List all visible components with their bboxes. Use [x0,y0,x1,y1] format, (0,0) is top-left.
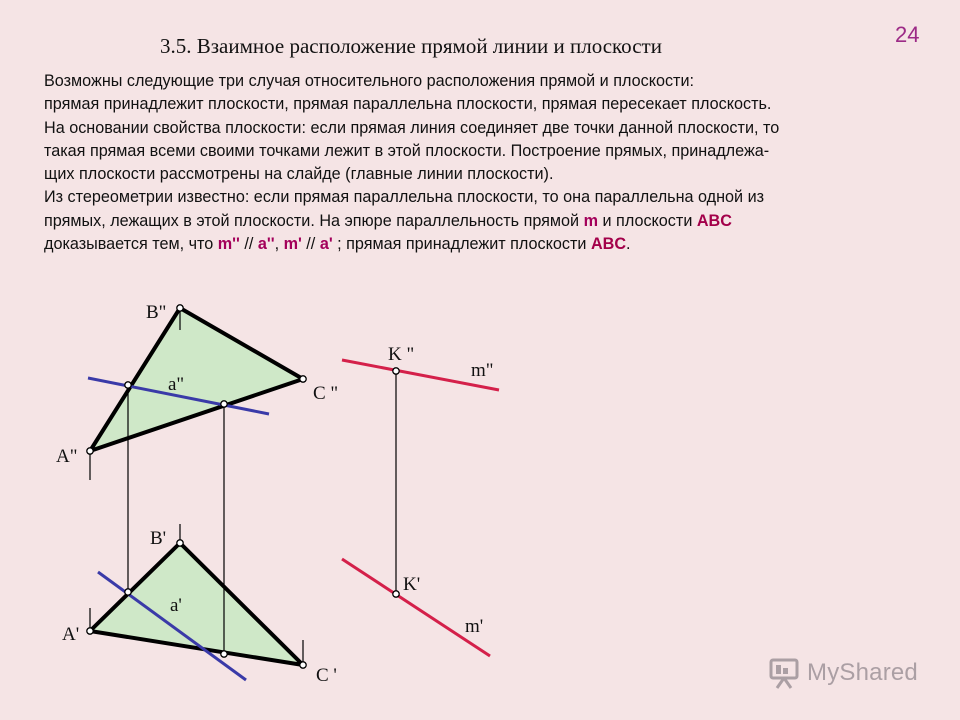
label-b1: B' [150,528,167,549]
triangle-abc-horizontal [90,543,303,665]
point-c2 [300,376,306,382]
label-k1: K' [403,574,421,595]
label-m2: m" [471,360,494,381]
highlight-abc: ABC [696,211,732,230]
highlight-a2: a'' [257,235,275,254]
point-a2-right [221,401,227,407]
text-segment: доказывается тем, что [44,235,218,254]
page-number: 24 [895,22,920,47]
highlight-m: m [583,211,599,230]
text-segment: ; прямая принадлежит плоскости [332,235,591,254]
text-line: На основании свойства плоскости: если прямая линия соединяет две точки данной плоскости, то [44,118,780,137]
highlight-m1: m' [283,235,302,254]
label-b2: B" [146,302,167,323]
text-segment: прямых, лежащих в этой плоскости. На эпюре параллельность прямой [44,211,584,230]
point-a1-left [125,589,131,595]
point-c1 [300,662,306,668]
text-line: прямая принадлежит плоскости, прямая параллельна плоскости, прямая пересекает плоскость. [44,95,772,114]
myshared-logo [767,656,918,690]
point-a1-right [221,651,227,657]
text-segment: и плоскости [598,211,697,230]
label-a1: a' [170,595,182,616]
label-a1-point: A' [62,624,80,645]
text-line: щих плоскости рассмотрены на слайде (главные линии плоскости). [44,165,554,184]
label-a2: a" [168,374,185,395]
point-k2 [393,368,399,374]
point-a1 [87,628,93,634]
triangle-abc-frontal [90,308,303,451]
label-k2: K " [388,344,415,365]
text-segment: // [301,235,320,254]
point-k1 [393,591,399,597]
point-a2 [87,448,93,454]
label-a2-point: A" [56,446,78,467]
label-c2: C " [313,383,339,404]
highlight-m2: m'' [217,235,240,254]
point-b2 [177,305,183,311]
text-line: Из стереометрии известно: если прямая параллельна плоскости, то она параллельна одной из [44,188,765,207]
text-segment: , [274,235,284,254]
point-b1 [177,540,183,546]
label-m1: m' [465,616,484,637]
text-segment: // [239,235,258,254]
text-line: такая прямая всеми своими точками лежит в этой плоскости. Построение прямых, принадлежа- [44,141,770,160]
highlight-a1: a' [319,235,333,254]
text-line: Возможны следующие три случая относительного расположения прямой и плоскости: [44,72,695,90]
slide-title: 3.5. Взаимное расположение прямой линии и плоскости [160,34,662,58]
point-a2-left [125,382,131,388]
presentation-board-icon [767,656,801,690]
highlight-abc: ABC [590,235,627,254]
logo-text: MyShared [807,659,918,686]
text-segment: . [626,235,631,254]
label-c1: C ' [316,665,337,686]
